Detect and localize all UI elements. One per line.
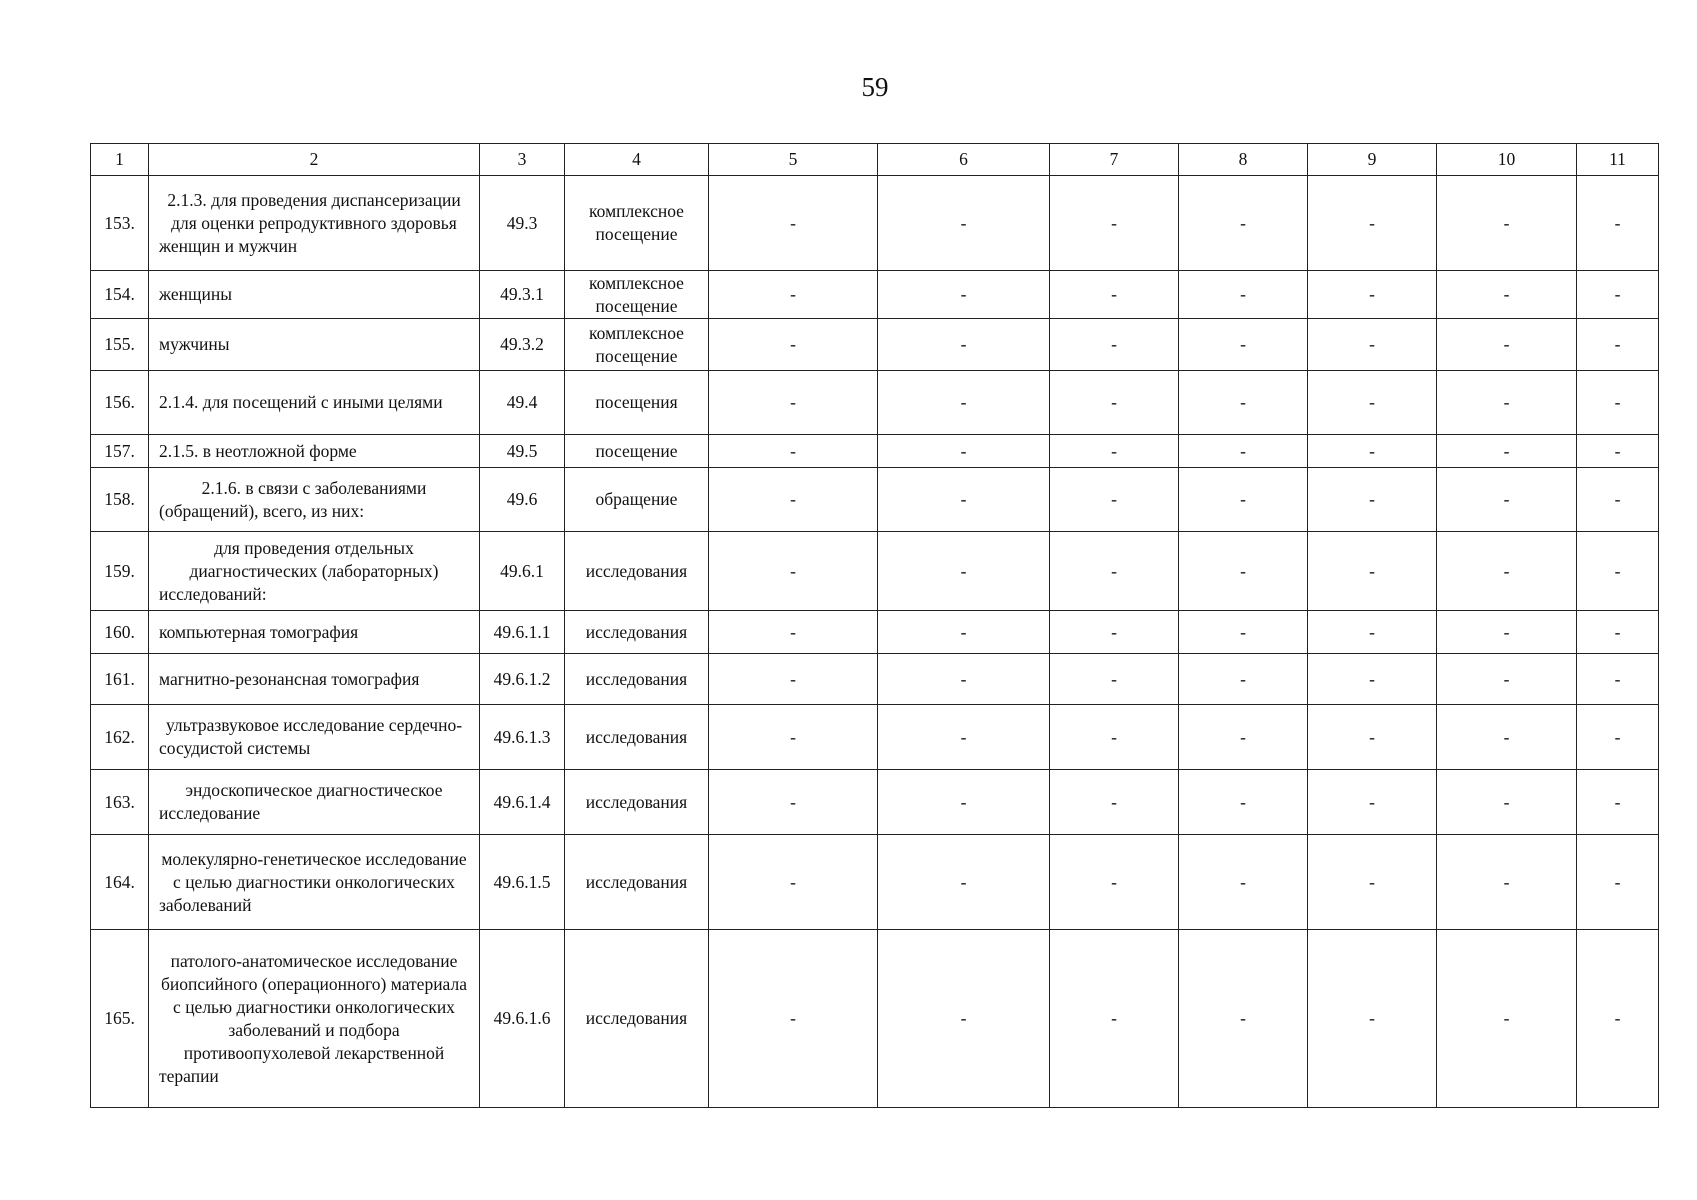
row-code-cell: 49.6.1.2 <box>480 654 565 705</box>
value-cell: - <box>1179 770 1308 835</box>
row-name-cell: для проведения отдельных диагностических (лабораторных) исследований: <box>149 532 480 611</box>
row-unit-cell: комплексное посещение <box>565 176 709 271</box>
value-cell: - <box>1179 319 1308 371</box>
value-cell: - <box>1437 319 1577 371</box>
value-cell: - <box>1050 371 1179 435</box>
row-unit-cell: обращение <box>565 468 709 532</box>
page-number: 59 <box>861 72 889 102</box>
value-cell: - <box>878 271 1050 319</box>
row-name-cell: 2.1.3. для проведения диспансеризации для оценки репродуктивного здоровья женщин и мужчин <box>149 176 480 271</box>
value-cell: - <box>1577 654 1659 705</box>
row-code-cell: 49.5 <box>480 435 565 468</box>
column-header: 8 <box>1179 144 1308 176</box>
value-cell: - <box>1577 319 1659 371</box>
row-number-cell: 161. <box>91 654 149 705</box>
value-cell: - <box>878 835 1050 930</box>
value-cell: - <box>1308 468 1437 532</box>
value-cell: - <box>1179 371 1308 435</box>
row-number-cell: 165. <box>91 930 149 1108</box>
row-number-cell: 162. <box>91 705 149 770</box>
value-cell: - <box>1437 468 1577 532</box>
value-cell: - <box>709 770 878 835</box>
table-row <box>91 435 1659 468</box>
table-row <box>91 835 1659 930</box>
row-name-cell: компьютерная томография <box>149 611 480 654</box>
value-cell: - <box>878 371 1050 435</box>
value-cell: - <box>1308 705 1437 770</box>
value-cell: - <box>1050 319 1179 371</box>
table-row <box>91 532 1659 611</box>
row-number-cell: 155. <box>91 319 149 371</box>
value-cell: - <box>1050 532 1179 611</box>
value-cell: - <box>1179 468 1308 532</box>
table-row <box>91 176 1659 271</box>
value-cell: - <box>878 176 1050 271</box>
value-cell: - <box>709 435 878 468</box>
row-unit-cell: комплексное посещение <box>565 319 709 371</box>
value-cell: - <box>1437 435 1577 468</box>
value-cell: - <box>878 930 1050 1108</box>
value-cell: - <box>1577 835 1659 930</box>
value-cell: - <box>1179 176 1308 271</box>
row-number-cell: 153. <box>91 176 149 271</box>
value-cell: - <box>1577 435 1659 468</box>
value-cell: - <box>709 468 878 532</box>
row-number-cell: 157. <box>91 435 149 468</box>
value-cell: - <box>1179 835 1308 930</box>
value-cell: - <box>878 319 1050 371</box>
row-number-cell: 159. <box>91 532 149 611</box>
row-unit-cell: исследования <box>565 532 709 611</box>
column-header: 6 <box>878 144 1050 176</box>
row-name-cell: 2.1.6. в связи с заболеваниями (обращений), всего, из них: <box>149 468 480 532</box>
row-code-cell: 49.6.1.4 <box>480 770 565 835</box>
column-header: 1 <box>91 144 149 176</box>
value-cell: - <box>1437 371 1577 435</box>
value-cell: - <box>1308 930 1437 1108</box>
value-cell: - <box>1577 371 1659 435</box>
value-cell: - <box>878 532 1050 611</box>
value-cell: - <box>1179 654 1308 705</box>
row-code-cell: 49.6.1.6 <box>480 930 565 1108</box>
table-row <box>91 319 1659 371</box>
table-row <box>91 611 1659 654</box>
value-cell: - <box>878 770 1050 835</box>
value-cell: - <box>1179 611 1308 654</box>
column-header: 2 <box>149 144 480 176</box>
value-cell: - <box>1437 930 1577 1108</box>
value-cell: - <box>1577 611 1659 654</box>
row-unit-cell: исследования <box>565 654 709 705</box>
value-cell: - <box>1050 654 1179 705</box>
row-name-cell: молекулярно-генетическое исследование с целью диагностики онкологических заболеваний <box>149 835 480 930</box>
row-unit-cell: исследования <box>565 930 709 1108</box>
column-header: 11 <box>1577 144 1659 176</box>
row-code-cell: 49.3.2 <box>480 319 565 371</box>
value-cell: - <box>1308 770 1437 835</box>
row-code-cell: 49.6 <box>480 468 565 532</box>
header-row <box>91 144 1659 176</box>
value-cell: - <box>709 271 878 319</box>
row-number-cell: 158. <box>91 468 149 532</box>
value-cell: - <box>1308 176 1437 271</box>
value-cell: - <box>1179 705 1308 770</box>
value-cell: - <box>709 654 878 705</box>
value-cell: - <box>1308 319 1437 371</box>
row-name-cell: эндоскопическое диагностическое исследование <box>149 770 480 835</box>
value-cell: - <box>1050 176 1179 271</box>
value-cell: - <box>1577 532 1659 611</box>
table-row <box>91 930 1659 1108</box>
value-cell: - <box>1577 468 1659 532</box>
row-code-cell: 49.3.1 <box>480 271 565 319</box>
row-number-cell: 154. <box>91 271 149 319</box>
value-cell: - <box>1179 532 1308 611</box>
row-name-cell: ультразвуковое исследование сердечно-сосудистой системы <box>149 705 480 770</box>
table-row <box>91 705 1659 770</box>
row-number-cell: 163. <box>91 770 149 835</box>
row-name-cell: патолого-анатомическое исследование биопсийного (операционного) материала с целью диагностики онкологических заболеваний и подбора противоопухолевой лекарственной терапии <box>149 930 480 1108</box>
row-code-cell: 49.4 <box>480 371 565 435</box>
value-cell: - <box>1179 435 1308 468</box>
value-cell: - <box>1437 705 1577 770</box>
row-unit-cell: посещение <box>565 435 709 468</box>
column-header: 10 <box>1437 144 1577 176</box>
column-header: 5 <box>709 144 878 176</box>
column-header: 4 <box>565 144 709 176</box>
value-cell: - <box>709 835 878 930</box>
value-cell: - <box>1308 435 1437 468</box>
value-cell: - <box>709 371 878 435</box>
data-table <box>90 143 1659 1108</box>
row-unit-cell: исследования <box>565 611 709 654</box>
row-number-cell: 156. <box>91 371 149 435</box>
value-cell: - <box>878 654 1050 705</box>
value-cell: - <box>1577 271 1659 319</box>
column-header: 3 <box>480 144 565 176</box>
row-code-cell: 49.6.1 <box>480 532 565 611</box>
value-cell: - <box>1050 705 1179 770</box>
row-unit-cell: исследования <box>565 770 709 835</box>
value-cell: - <box>1050 835 1179 930</box>
value-cell: - <box>1050 271 1179 319</box>
value-cell: - <box>1437 611 1577 654</box>
value-cell: - <box>1308 654 1437 705</box>
table-row <box>91 271 1659 319</box>
row-code-cell: 49.6.1.3 <box>480 705 565 770</box>
value-cell: - <box>1437 835 1577 930</box>
value-cell: - <box>878 468 1050 532</box>
value-cell: - <box>1577 930 1659 1108</box>
row-name-cell: 2.1.4. для посещений с иными целями <box>149 371 480 435</box>
value-cell: - <box>1308 532 1437 611</box>
table-body <box>91 176 1659 1108</box>
row-unit-cell: исследования <box>565 705 709 770</box>
value-cell: - <box>878 435 1050 468</box>
value-cell: - <box>1308 371 1437 435</box>
row-code-cell: 49.6.1.1 <box>480 611 565 654</box>
row-name-cell: магнитно-резонансная томография <box>149 654 480 705</box>
value-cell: - <box>1577 176 1659 271</box>
row-code-cell: 49.3 <box>480 176 565 271</box>
row-unit-cell: посещения <box>565 371 709 435</box>
row-name-cell: женщины <box>149 271 480 319</box>
column-header: 7 <box>1050 144 1179 176</box>
value-cell: - <box>878 705 1050 770</box>
value-cell: - <box>709 930 878 1108</box>
value-cell: - <box>1308 611 1437 654</box>
value-cell: - <box>1050 435 1179 468</box>
value-cell: - <box>709 705 878 770</box>
row-number-cell: 164. <box>91 835 149 930</box>
value-cell: - <box>1050 770 1179 835</box>
table-row <box>91 654 1659 705</box>
row-code-cell: 49.6.1.5 <box>480 835 565 930</box>
value-cell: - <box>1437 654 1577 705</box>
value-cell: - <box>1179 930 1308 1108</box>
value-cell: - <box>1050 468 1179 532</box>
value-cell: - <box>1179 271 1308 319</box>
value-cell: - <box>1050 611 1179 654</box>
row-unit-cell: исследования <box>565 835 709 930</box>
row-name-cell: мужчины <box>149 319 480 371</box>
value-cell: - <box>1437 770 1577 835</box>
value-cell: - <box>1437 532 1577 611</box>
value-cell: - <box>1577 770 1659 835</box>
column-header: 9 <box>1308 144 1437 176</box>
row-unit-cell: комплексное посещение <box>565 271 709 319</box>
table-row <box>91 468 1659 532</box>
value-cell: - <box>709 532 878 611</box>
table-row <box>91 770 1659 835</box>
value-cell: - <box>1308 835 1437 930</box>
table-row <box>91 371 1659 435</box>
value-cell: - <box>1437 176 1577 271</box>
value-cell: - <box>1577 705 1659 770</box>
row-number-cell: 160. <box>91 611 149 654</box>
value-cell: - <box>1308 271 1437 319</box>
value-cell: - <box>709 611 878 654</box>
value-cell: - <box>709 176 878 271</box>
value-cell: - <box>709 319 878 371</box>
row-name-cell: 2.1.5. в неотложной форме <box>149 435 480 468</box>
value-cell: - <box>878 611 1050 654</box>
value-cell: - <box>1437 271 1577 319</box>
value-cell: - <box>1050 930 1179 1108</box>
